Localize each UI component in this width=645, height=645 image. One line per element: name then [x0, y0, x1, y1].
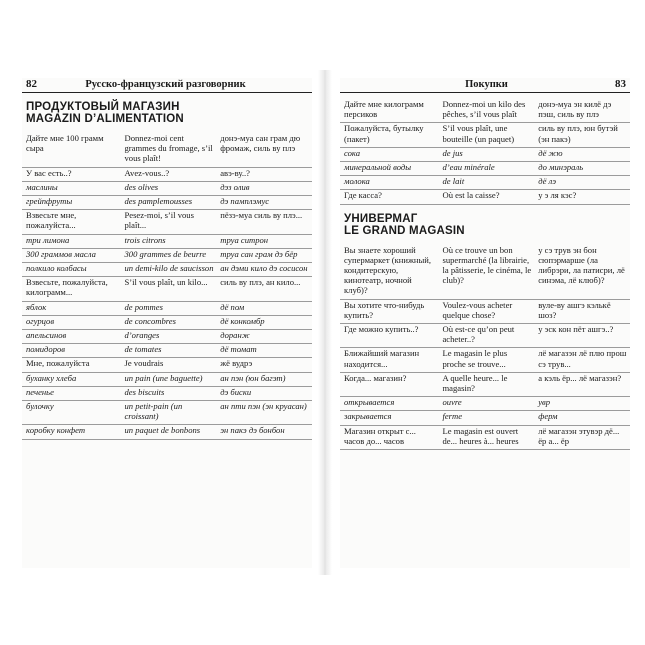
phrase-row — [340, 147, 630, 161]
russian-phrase: огурцов — [22, 315, 120, 329]
french-phrase: A quelle heure... le magasin? — [438, 372, 534, 396]
transcription: дэ биски — [216, 386, 312, 400]
phrase-row — [340, 162, 630, 176]
right-page — [340, 78, 630, 568]
french-phrase: un paquet de bonbons — [120, 425, 216, 439]
phrase-row — [22, 386, 312, 400]
transcription: пёзэ-муа силь ву плэ... — [216, 210, 312, 234]
russian-phrase: печенье — [22, 386, 120, 400]
french-phrase: de concombres — [120, 315, 216, 329]
transcription: у эск кон пёт ашгэ..? — [534, 324, 630, 348]
left-section-title — [26, 101, 312, 125]
french-phrase: Avez-vous..? — [120, 167, 216, 181]
transcription: труа сан грам дэ бёр — [216, 248, 312, 262]
phrase-row — [22, 330, 312, 344]
phrase-row — [22, 263, 312, 277]
russian-phrase: маслины — [22, 181, 120, 195]
phrase-row — [22, 425, 312, 439]
transcription: труа ситрон — [216, 234, 312, 248]
phrase-row — [340, 348, 630, 372]
phrase-row — [22, 234, 312, 248]
transcription: доранж — [216, 330, 312, 344]
russian-phrase: Пожалуйста, бутылку (пакет) — [340, 123, 438, 147]
russian-phrase: Взвесьте мне, пожалуйста... — [22, 210, 120, 234]
transcription: до минэраль — [534, 162, 630, 176]
french-phrase: trois citrons — [120, 234, 216, 248]
french-phrase: Donnez-moi cent grammes du fromage, s’il vous plaît! — [120, 133, 216, 167]
french-phrase: ouvre — [438, 397, 534, 411]
transcription: дё жю — [534, 147, 630, 161]
transcription: лё магазэн этувэр дё... ёр а... ёр — [534, 425, 630, 449]
phrase-row — [340, 425, 630, 449]
phrase-row — [340, 99, 630, 123]
french-phrase: un demi-kilo de saucisson — [120, 263, 216, 277]
french-phrase: Où est-ce qu’on peut acheter..? — [438, 324, 534, 348]
french-phrase: de pommes — [120, 301, 216, 315]
transcription: лё магазэн лё плю прош сэ трув... — [534, 348, 630, 372]
french-phrase: d’oranges — [120, 330, 216, 344]
french-phrase: des pamplemousses — [120, 196, 216, 210]
left-phrase-table — [22, 133, 312, 440]
transcription: дэ памплэмус — [216, 196, 312, 210]
transcription: а кэль ёр... лё магазэн? — [534, 372, 630, 396]
phrase-row — [340, 299, 630, 323]
transcription: донэ-муа сан грам дю фромаж, силь ву плэ — [216, 133, 312, 167]
left-running-title: Русско-французский разговорник — [85, 79, 246, 90]
russian-phrase: открывается — [340, 397, 438, 411]
russian-phrase: яблок — [22, 301, 120, 315]
russian-phrase: Мне, пожалуйста — [22, 358, 120, 372]
transcription: дё лэ — [534, 176, 630, 190]
phrase-row — [22, 277, 312, 301]
transcription: ферм — [534, 411, 630, 425]
russian-phrase: минеральной воды — [340, 162, 438, 176]
transcription: силь ву плэ, ан кило... — [216, 277, 312, 301]
russian-phrase: молока — [340, 176, 438, 190]
russian-phrase: коробку конфет — [22, 425, 120, 439]
phrase-row — [22, 401, 312, 425]
right-phrase-table-bottom — [340, 245, 630, 450]
transcription: жё вудрэ — [216, 358, 312, 372]
russian-phrase: Когда... магазин? — [340, 372, 438, 396]
russian-phrase: Дайте мне 100 грамм сыра — [22, 133, 120, 167]
french-phrase: Je voudrais — [120, 358, 216, 372]
russian-phrase: Магазин открыт с... часов до... часов — [340, 425, 438, 449]
french-phrase: des olives — [120, 181, 216, 195]
phrase-row — [22, 372, 312, 386]
phrase-row — [22, 301, 312, 315]
transcription: дё конкомбр — [216, 315, 312, 329]
french-phrase: d’eau minérale — [438, 162, 534, 176]
phrase-row — [340, 372, 630, 396]
transcription: дё пом — [216, 301, 312, 315]
right-section-title — [344, 213, 630, 237]
right-phrase-table-top — [340, 99, 630, 205]
french-phrase: ferme — [438, 411, 534, 425]
right-page-number: 83 — [615, 78, 626, 90]
phrase-row — [340, 245, 630, 300]
transcription: ан пэн (юн багэт) — [216, 372, 312, 386]
french-phrase: des biscuits — [120, 386, 216, 400]
french-phrase: Pesez-moi, s’il vous plaît... — [120, 210, 216, 234]
russian-phrase: закрывается — [340, 411, 438, 425]
russian-phrase: буханку хлеба — [22, 372, 120, 386]
russian-phrase: полкило колбасы — [22, 263, 120, 277]
transcription: увр — [534, 397, 630, 411]
left-section-title-fr: MAGAZIN D’ALIMENTATION — [26, 113, 184, 125]
russian-phrase: булочку — [22, 401, 120, 425]
right-section-title-fr: LE GRAND MAGASIN — [344, 224, 465, 237]
transcription: дэз олив — [216, 181, 312, 195]
russian-phrase: У вас есть..? — [22, 167, 120, 181]
phrase-row — [340, 123, 630, 147]
transcription: дё томат — [216, 344, 312, 358]
phrase-row — [22, 358, 312, 372]
russian-phrase: грейпфруты — [22, 196, 120, 210]
french-phrase: Où est la caisse? — [438, 190, 534, 204]
transcription: авэ-ву..? — [216, 167, 312, 181]
russian-phrase: Дайте мне килограмм персиков — [340, 99, 438, 123]
right-running-title: Покупки — [465, 79, 508, 90]
russian-phrase: Взвесьте, пожалуйста, килограмм... — [22, 277, 120, 301]
russian-phrase: Где касса? — [340, 190, 438, 204]
transcription: силь ву плэ, юн бутэй (эн пакэ) — [534, 123, 630, 147]
phrase-row — [22, 133, 312, 167]
french-phrase: de jus — [438, 147, 534, 161]
phrase-row — [22, 196, 312, 210]
russian-phrase: сока — [340, 147, 438, 161]
phrase-row — [22, 210, 312, 234]
transcription: донэ-муа эн килё дэ пэш, силь ву плэ — [534, 99, 630, 123]
phrase-row — [22, 167, 312, 181]
book-gutter — [318, 70, 332, 575]
phrase-row — [340, 190, 630, 204]
left-page — [22, 78, 312, 568]
left-page-number: 82 — [26, 78, 37, 90]
transcription: у э ля кэс? — [534, 190, 630, 204]
phrase-row — [340, 397, 630, 411]
phrase-row — [340, 411, 630, 425]
phrase-row — [22, 181, 312, 195]
french-phrase: un petit-pain (un croissant) — [120, 401, 216, 425]
french-phrase: Le magasin le plus proche se trouve... — [438, 348, 534, 372]
french-phrase: 300 grammes de beurre — [120, 248, 216, 262]
french-phrase: Où ce trouve un bon supermarché (la librairie, la pâtisserie, le cinéma, le club)? — [438, 245, 534, 300]
phrase-row — [340, 324, 630, 348]
left-section-title-ru: ПРОДУКТОВЫЙ МАГАЗИН — [26, 101, 180, 113]
french-phrase: S’il vous plaît, un kilo... — [120, 277, 216, 301]
russian-phrase: Ближайший магазин находится... — [340, 348, 438, 372]
french-phrase: Donnez-moi un kilo des pêches, s’il vous plaît — [438, 99, 534, 123]
phrase-row — [22, 248, 312, 262]
phrase-row — [340, 176, 630, 190]
russian-phrase: Вы знаете хороший супермаркет (книжный, кондитерскую, кинотеатр, ночной клуб)? — [340, 245, 438, 300]
russian-phrase: помидоров — [22, 344, 120, 358]
french-phrase: de lait — [438, 176, 534, 190]
phrase-row — [22, 344, 312, 358]
french-phrase: S’il vous plaît, une bouteille (un paquet) — [438, 123, 534, 147]
russian-phrase: три лимона — [22, 234, 120, 248]
transcription: у сэ трув эн бон сюпэрмарше (ла либрэри, ла патисри, лё синэма, лё клюб)? — [534, 245, 630, 300]
french-phrase: Le magasin est ouvert de... heures à... heures — [438, 425, 534, 449]
french-phrase: de tomates — [120, 344, 216, 358]
transcription: ан пти пэн (эн круасан) — [216, 401, 312, 425]
phrase-row — [22, 315, 312, 329]
russian-phrase: 300 граммов масла — [22, 248, 120, 262]
transcription: ан дэми кило дэ сосисон — [216, 263, 312, 277]
russian-phrase: Вы хотите что-нибудь купить? — [340, 299, 438, 323]
right-section-title-ru: УНИВЕРМАГ — [344, 212, 418, 225]
russian-phrase: Где можно купить..? — [340, 324, 438, 348]
transcription: вуле-ву ашгэ кэлькё шоз? — [534, 299, 630, 323]
left-page-header — [22, 78, 312, 93]
french-phrase: un pain (une baguette) — [120, 372, 216, 386]
french-phrase: Voulez-vous acheter quelque chose? — [438, 299, 534, 323]
russian-phrase: апельсинов — [22, 330, 120, 344]
transcription: эн пакэ дэ бонбон — [216, 425, 312, 439]
right-page-header — [340, 78, 630, 93]
